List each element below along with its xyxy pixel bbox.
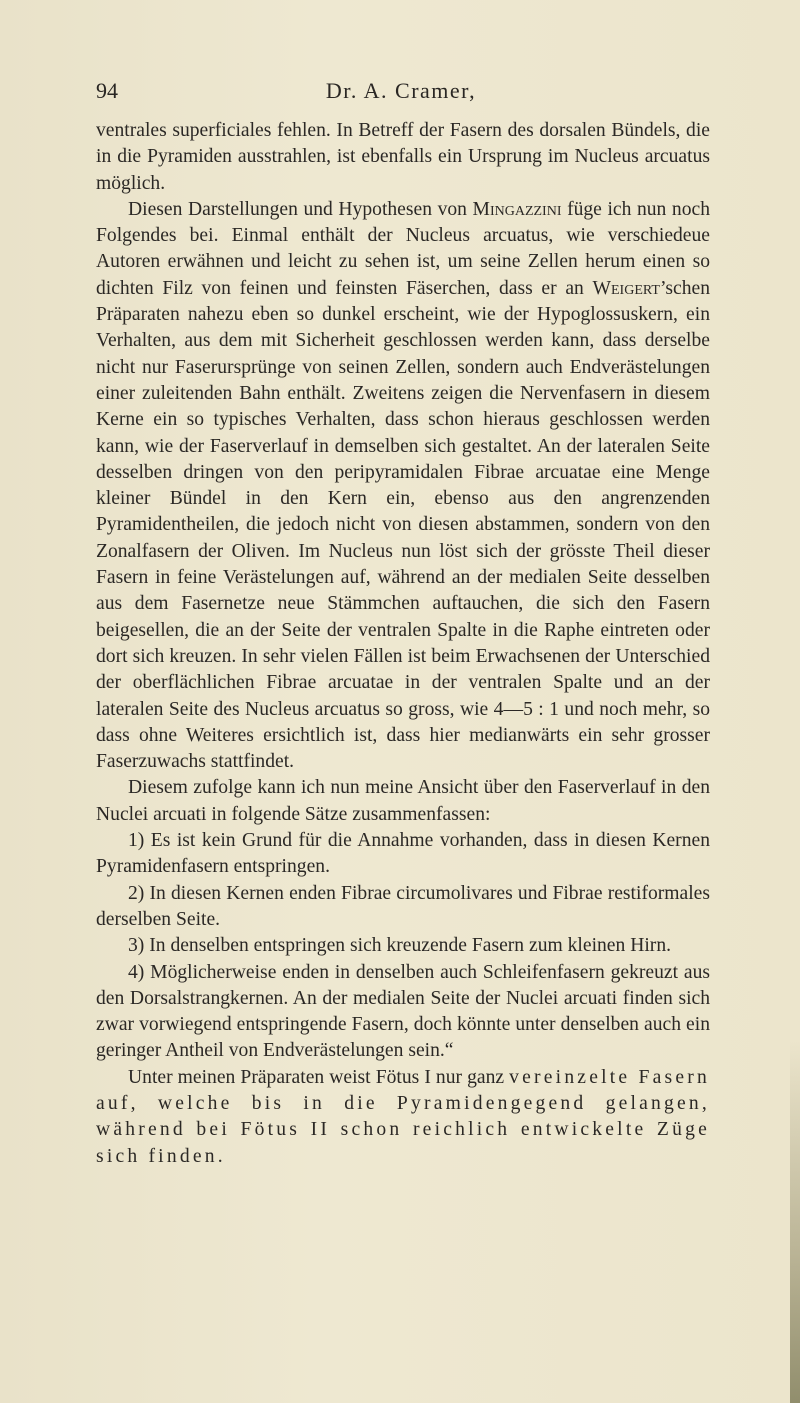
paragraph-8-segment-1: Unter meinen Präparaten weist Fötus I nur ganz [128,1066,510,1088]
paragraph-7: 4) Möglicherweise enden in denselben auch Schleifenfasern gekreuzt aus den Dorsalstrangkernen. An der medialen Seite der Nuclei arcuati finden sich zwar vorwiegend entspringende Fasern, doch könnte unter denselben auch ein geringer Antheil von Endverästelungen sein.“ [96,961,710,1062]
paragraph-1: ventrales superficiales fehlen. In Betreff der Fasern des dorsalen Bündels, die in die Pyramiden ausstrahlen, ist ebenfalls ein Ursprung im Nucleus arcuatus möglich. [96,120,710,194]
paragraph-3: Diesem zufolge kann ich nun meine Ansicht über den Faserverlauf in den Nuclei arcuati in folgende Sätze zusammenfassen: [96,777,710,825]
paragraph-2-segment-2: Mingazzini [472,198,562,220]
paragraph-2 [96,197,710,776]
page-number: 94 [96,78,118,103]
body-text [96,118,710,1170]
running-title: Dr. A. Cramer, [325,78,477,103]
paragraph-6: 3) In denselben entspringen sich kreuzende Fasern zum kleinen Hirn. [128,935,672,957]
paragraph-2-segment-1: Diesen Darstellungen und Hypothesen von [128,198,473,220]
page-header [96,78,706,108]
page-edge-shadow [790,1040,800,1403]
paragraph-8-segment-2: vereinzelte Fasern auf, welche bis in die Pyramidengegend gelangen, während bei Fötus II schon reichlich entwickelte Züge sich finden. [96,1066,710,1167]
paragraph-8 [96,1065,710,1170]
paragraph-2-segment-3: füge ich nun noch Folgendes bei. Einmal enthält der Nucleus arcuatus, wie verschiedeue Autoren erwähnen und leicht zu sehen ist, um seine Zellen herum einen so dichten Filz von feinen und feinsten Fäserchen, dass er an [96,198,710,299]
paragraph-4: 1) Es ist kein Grund für die Annahme vorhanden, dass in diesen Kernen Pyramidenfasern entspringen. [96,830,710,878]
paragraph-2-segment-4: Weigert [592,277,660,299]
paragraph-2-segment-5: ’schen Präparaten nahezu eben so dunkel erscheint, wie der Hypoglossuskern, ein Verhalten, aus dem mit Sicherheit geschlossen werden kann, dass derselbe nicht nur Faserursprünge von seinen Zellen, sondern auch Endverästelungen einer zuleitenden Bahn enthält. Zweitens zeigen die Nervenfasern in diesem Kerne ein so typisches Verhalten, dass schon hieraus geschlossen werden kann, wie der Faserverlauf in demselben sich gestaltet. An der lateralen Seite desselben dringen von den peripyramidalen Fibrae arcuatae eine Menge kleiner Bündel in den Kern ein, ebenso aus den angrenzenden Pyramidentheilen, die jedoch nicht von diesen abstammen, sondern von den Zonalfasern der Oliven. Im Nucleus nun löst sich der grösste Theil dieser Fasern in feine Verästelungen auf, während an der medialen Seite desselben aus dem Fasernetze neue Stämmchen auftauchen, die sich den Fasern beigesellen, die an der Seite der ventralen Spalte in die Raphe eintreten oder dort sich kreuzen. In sehr vielen Fällen ist beim Erwachsenen der Unterschied der oberflächlichen Fibrae arcuatae in der ventralen Spalte und an der lateralen Seite des Nucleus arcuatus so gross, wie 4—5 : 1 und noch mehr, so dass ohne Weiteres ersichtlich ist, dass hier medianwärts ein sehr grosser Faserzuwachs stattfindet. [96,277,710,773]
paragraph-5: 2) In diesen Kernen enden Fibrae circumolivares und Fibrae restiformales derselben Seite. [96,882,710,930]
